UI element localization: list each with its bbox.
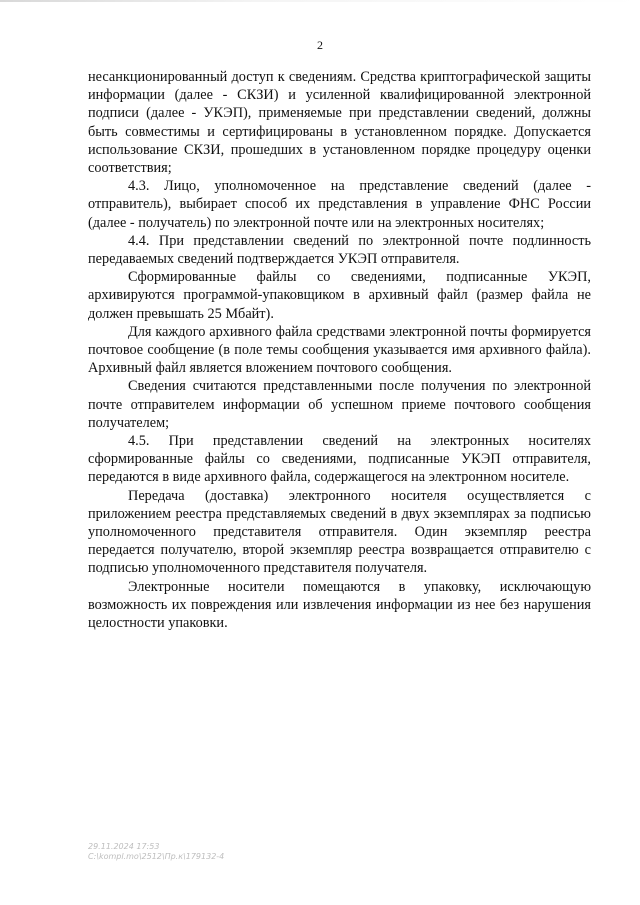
scan-edge [0,0,640,2]
document-body [88,68,591,632]
paragraph-delivery: Передача (доставка) электронного носителя осуществляется с приложением реестра представляемых сведений в двух экземплярах за подписью уполномоченного представителя отправителя. Один экземпляр реестра передается получателю, второй экземпляр реестра возвращается отправителю с подписью уполномоченного представителя получателя. [88,487,591,577]
paragraph-receipt: Сведения считаются представленными после получения по электронной почте отправителем информации об успешном приеме почтового сообщения получателем; [88,378,591,431]
paragraph-4-4: 4.4. При представлении сведений по электронной почте подлинность передаваемых сведений подтверждается УКЭП отправителя. [88,232,591,268]
paragraph-archiving: Сформированные файлы со сведениями, подписанные УКЭП, архивируются программой-упаковщиком в архивный файл (размер файла не должен превышать 25 Мбайт). [88,269,591,322]
paragraph-email-message: Для каждого архивного файла средствами электронной почты формируется почтовое сообщение (в поле темы сообщения указывается имя архивного файла). Архивный файл является вложением почтового сообщения. [88,323,591,377]
paragraph-packaging: Электронные носители помещаются в упаковку, исключающую возможность их повреждения или извлечения информации из нее без нарушения целостности упаковки. [88,578,591,632]
file-stamp-path: C:\kompl.mo\2512\Пр.к\179132-4 [88,852,225,861]
file-stamp-date: 29.11.2024 17:53 [88,842,160,851]
paragraph-4-3: 4.3. Лицо, уполномоченное на представление сведений (далее - отправитель), выбирает способ их представления в управление ФНС России (далее - получатель) по электронной почте или на электронных носителях; [88,178,591,231]
paragraph-4-5: 4.5. При представлении сведений на электронных носителях сформированные файлы со сведениями, подписанные УКЭП отправителя, передаются в виде архивного файла, содержащегося на электронном носителе. [88,433,591,486]
paragraph-continuation: несанкционированный доступ к сведениям. Средства криптографической защиты информации (далее - СКЗИ) и усиленной квалифицированной электронной подписи (далее - УКЭП), применяемые при представлении сведений, должны быть совместимы и сертифицированы в установленном порядке. Допускается использование СКЗИ, прошедших в установленном порядке процедуру оценки соответствия; [88,69,591,177]
file-stamp [88,842,224,862]
page-number: 2 [317,38,323,52]
